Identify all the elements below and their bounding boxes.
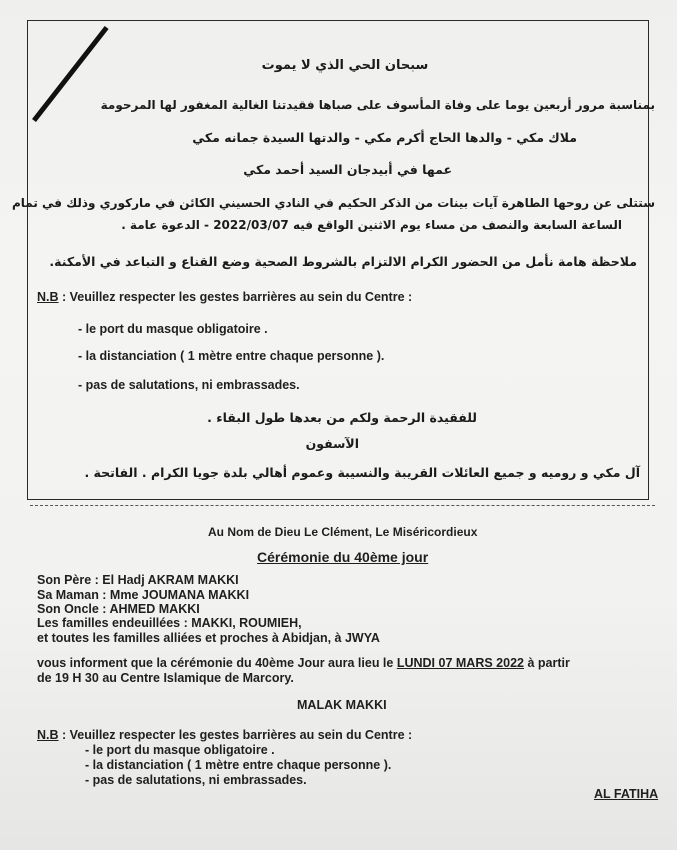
inform-text-a: vous informent que la cérémonie du 40ème Jour aura lieu le	[37, 656, 397, 670]
inform-line-2: de 19 H 30 au Centre Islamique de Marcory.	[37, 671, 294, 685]
inform-text-b: à partir	[523, 656, 570, 670]
arabic-line-6: ملاحظة هامة نأمل من الحضور الكرام الالتزام بالشروط الصحية وضع القناع و التباعد في الأمكنة.	[49, 254, 637, 269]
section-divider	[30, 505, 655, 506]
nb-french-text: : Veuillez respecter les gestes barrières au sein du Centre :	[58, 728, 413, 742]
french-heading: Au Nom de Dieu Le Clément, Le Miséricordieux	[208, 525, 478, 539]
arabic-line-4: ستتلى عن روحها الطاهرة آيات بينات من الذكر الحكيم في النادي الحسيني الكائن في ماركوري وذلك في تمام	[11, 196, 655, 210]
nb-french-item-3: - pas de salutations, ni embrassades.	[85, 773, 307, 787]
nb-french-item-1: - le port du masque obligatoire .	[85, 743, 275, 757]
nb-french-item-2: - la distanciation ( 1 mètre entre chaque personne ).	[85, 758, 392, 772]
nb-item-3: - pas de salutations, ni embrassades.	[78, 378, 300, 392]
inform-date: LUNDI 07 MARS 2022	[396, 656, 524, 670]
arabic-line-8: الآسفون	[305, 436, 359, 451]
arabic-line-5: الساعة السابعة والنصف من مساء يوم الاثنين الواقع فيه 2022/03/07 - الدعوة عامة .	[121, 218, 622, 232]
arabic-line-9: آل مكي و روميه و جميع العائلات القريبة والنسيبة وعموم أهالي بلدة جويا الكرام . الفاتحة .	[84, 465, 640, 480]
pere-line: Son Père : El Hadj AKRAM MAKKI	[37, 573, 239, 587]
nb-arabic-notice	[37, 290, 412, 304]
arabic-title: سبحان الحي الذي لا يموت	[261, 58, 429, 73]
familles-line-1: Les familles endeuillées : MAKKI, ROUMIEH,	[37, 616, 302, 630]
nb-item-1: - le port du masque obligatoire .	[78, 322, 268, 336]
inform-line-1	[37, 656, 570, 670]
nb-french-label: N.B	[37, 728, 59, 742]
oncle-line: Son Oncle : AHMED MAKKI	[37, 602, 200, 616]
arabic-line-3: عمها في أبيدجان السيد أحمد مكي	[243, 162, 452, 177]
nb-text: : Veuillez respecter les gestes barrières au sein du Centre :	[58, 290, 413, 304]
ceremony-title: Cérémonie du 40ème jour	[257, 549, 429, 565]
nb-french-notice	[37, 728, 412, 742]
nb-item-2: - la distanciation ( 1 mètre entre chaque personne ).	[78, 349, 385, 363]
arabic-line-2: ملاك مكي - والدها الحاج أكرم مكي - والدتها السيدة جمانه مكي	[192, 130, 577, 145]
arabic-line-7: للفقيدة الرحمة ولكم من بعدها طول البقاء .	[207, 410, 477, 425]
arabic-line-1: بمناسبة مرور أربعين يوما على وفاة المأسوف على صباها فقيدتنا الغالية المغفور لها المرحومة	[100, 98, 655, 112]
familles-line-2: et toutes les familles alliées et proches à Abidjan, à JWYA	[37, 631, 380, 645]
maman-line: Sa Maman : Mme JOUMANA MAKKI	[37, 588, 250, 602]
nb-label: N.B	[37, 290, 59, 304]
deceased-name: MALAK MAKKI	[297, 698, 387, 712]
closing-al-fatiha: AL FATIHA	[594, 787, 659, 801]
